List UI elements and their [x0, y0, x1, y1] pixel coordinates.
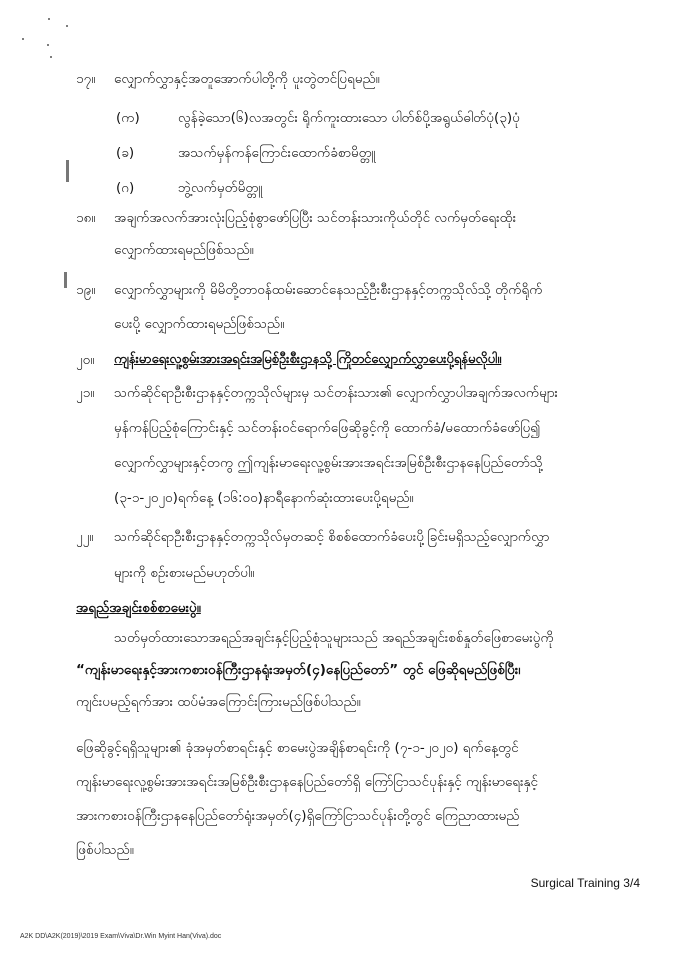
- margin-mark: [64, 272, 67, 288]
- scan-speck: [66, 25, 68, 27]
- paragraph-line: ကျင်းပမည့်ရက်အား ထပ်မံအကြောင်းကြားမည်ဖြစ်ပါသည်။: [76, 694, 361, 710]
- item-text-line: (၃-၁-၂၀၂၀)ရက်နေ့ (၁၆:၀၀)နာရီနောက်ဆုံးထားပေးပို့ရမည်။: [114, 490, 414, 506]
- section-heading: အရည်အချင်းစစ်စာမေးပွဲ။: [76, 600, 201, 616]
- scan-speck: [47, 44, 49, 46]
- item-number: ၁၉။: [76, 282, 96, 298]
- item-text-line: လျှောက်ထားရမည်ဖြစ်သည်။: [114, 242, 254, 258]
- item-text-line: သက်ဆိုင်ရာဦးစီးဌာနနှင့်တက္ကသိုလ်များမှ သင်တန်းသား၏ လျှောက်လွှာပါအချက်အလက်များ: [114, 385, 558, 401]
- item-text-line: လျှောက်လွှာများကို မိမိတို့တာဝန်ထမ်းဆောင်နေသည့်ဦးစီးဌာနနှင့်တက္ကသိုလ်သို့ တိုက်ရိုက်: [114, 282, 543, 298]
- item-number: ၂၁။: [76, 385, 95, 401]
- item-text-emphasis: ကျန်းမာရေးလူ့စွမ်းအားအရင်းအမြစ်ဦးစီးဌာနသို့ ကြိုတင်လျှောက်လွှာပေးပို့ရန်မလိုပါ။: [114, 352, 502, 367]
- item-text-line: အချက်အလက်အားလုံးပြည့်စုံစွာဖော်ပြပြီး သင်တန်းသားကိုယ်တိုင် လက်မှတ်ရေးထိုး: [114, 210, 517, 226]
- paragraph-line: ကျန်းမာရေးလူ့စွမ်းအားအရင်းအမြစ်ဦးစီးဌာနနေပြည်တော်ရှိ ကြော်ငြာသင်ပုန်းနှင့် ကျန်းမာရေးနှင့်: [76, 774, 539, 790]
- paragraph-line: ဖြစ်ပါသည်။: [76, 842, 134, 858]
- scan-speck: [48, 18, 50, 20]
- item-text-line: သက်ဆိုင်ရာဦးစီးဌာနနှင့်တက္ကသိုလ်မှတဆင့် စိစစ်ထောက်ခံပေးပို့ခြင်းမရှိသည့်လျှောက်လွှာ: [114, 529, 550, 545]
- item-text-line: မှန်ကန်ပြည့်စုံကြောင်းနှင့် သင်တန်းဝင်ရောက်ဖြေဆိုခွင့်ကို ထောက်ခံ/မထောက်ခံဖော်ပြ၍: [114, 420, 541, 436]
- paragraph-line: “ကျန်းမာရေးနှင့်အားကစားဝန်ကြီးဌာနရုံးအမှတ်(၄)နေပြည်တော်” တွင် ဖြေဆိုရမည်ဖြစ်ပြီး၊: [76, 662, 521, 678]
- footer-file-path: A2K DD\A2K(2019)\2019 Exam\Viva\Dr.Win Myint Han(Viva).doc: [20, 933, 222, 940]
- paragraph-line: အားကစားဝန်ကြီးဌာနနေပြည်တော်ရုံးအမှတ်(၄)ရှိကြော်ငြာသင်ပုန်းတို့တွင် ကြေညာထားမည်: [76, 808, 520, 824]
- scan-speck: [50, 56, 52, 58]
- item-text: လျှောက်လွှာနှင့်အတူအောက်ပါတို့ကို ပူးတွဲတင်ပြရမည်။: [114, 71, 380, 87]
- subitem-text: အသက်မှန်ကန်ကြောင်းထောက်ခံစာမိတ္တူ: [178, 145, 376, 161]
- item-text-line: ပေးပို့ လျှောက်ထားရမည်ဖြစ်သည်။: [114, 316, 285, 332]
- subitem-label: (က): [116, 110, 140, 126]
- item-number: ၁၈။: [76, 210, 96, 226]
- paragraph-line: ဖြေဆိုခွင့်ရရှိသူများ၏ ခုံအမှတ်စာရင်းနှင့် စာမေးပွဲအချိန်စာရင်းကို (၇-၁-၂၀၂၀) ရက်နေ့တွင်: [76, 740, 519, 756]
- scan-speck: [22, 38, 24, 40]
- item-number: ၂၀။: [76, 352, 95, 368]
- paragraph-line: သတ်မှတ်ထားသောအရည်အချင်းနှင့်ပြည့်စုံသူများသည် အရည်အချင်းစစ်နှုတ်ဖြေစာမေးပွဲကို: [114, 630, 554, 646]
- subitem-text: လွန်ခဲ့သော(၆)လအတွင်း ရိုက်ကူးထားသော ပါတ်စ်ပို့အရွယ်ဓါတ်ပုံ(၃)ပုံ: [178, 110, 520, 126]
- margin-mark: [66, 160, 69, 182]
- subitem-label: (ဂ): [116, 180, 135, 196]
- item-number: ၁၇။: [76, 71, 96, 87]
- item-number: ၂၂။: [76, 529, 94, 545]
- item-text-line: လျှောက်လွှာများနှင့်တကွ ဤကျန်းမာရေးလူ့စွမ်းအားအရင်းအမြစ်ဦးစီးဌာနနေပြည်တော်သို့: [114, 455, 543, 471]
- subitem-label: (ခ): [116, 145, 135, 161]
- footer-page-label: Surgical Training 3/4: [530, 876, 640, 890]
- item-text-line: များကို စဉ်းစားမည်မဟုတ်ပါ။: [114, 565, 255, 581]
- subitem-text: ဘွဲ့လက်မှတ်မိတ္တူ: [178, 180, 263, 196]
